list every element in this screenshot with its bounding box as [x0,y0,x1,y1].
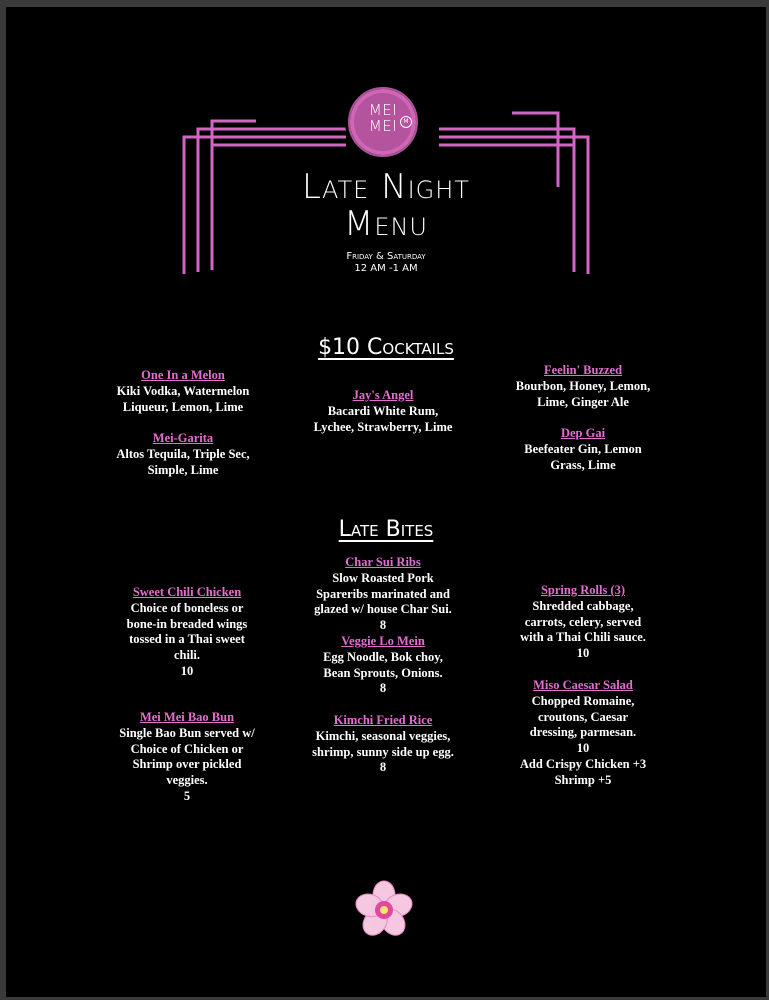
item-description: Kiki Vodka, Watermelon Liqueur, Lemon, Lime [116,383,250,414]
menu-item [488,583,678,662]
menu-item [488,678,678,789]
schedule-days: Friday & Saturday [346,251,426,262]
item-name: Jay's Angel [352,388,414,402]
item-description: Egg Noodle, Bok choy, Bean Sprouts, Onions. 8 [323,649,443,696]
menu-item [92,710,282,805]
item-description: Single Bao Bun served w/ Choice of Chicken or Shrimp over pickled veggies. 5 [119,725,255,803]
schedule-hours: 12 AM -1 AM [354,263,418,274]
item-name: Feelin' Buzzed [543,363,623,377]
menu-item [288,555,478,634]
item-description: Choice of boneless or bone-in breaded wings tossed in a Thai sweet chili. 10 [126,600,248,678]
menu-item [92,585,282,680]
menu-item [88,431,278,478]
item-description: Bourbon, Honey, Lemon, Lime, Ginger Ale [515,378,651,409]
item-name: One In a Melon [141,368,225,382]
mei-mei-logo [348,87,418,157]
item-description: Bacardi White Rum, Lychee, Strawberry, Lime [313,403,453,434]
item-name: Mei-Garita [152,431,214,445]
title-line-1: Late Night [302,167,470,207]
menu-item [288,388,478,435]
item-description: Shredded cabbage, carrots, celery, served with a Thai Chili sauce. 10 [520,598,646,661]
flower-icon [353,879,415,941]
title-line-2: Menu [343,204,429,244]
item-name: Sweet Chili Chicken [132,585,242,599]
item-name: Char Sui Ribs [345,555,421,569]
item-description: Slow Roasted Pork Spareribs marinated and glazed w/ house Char Sui. 8 [314,570,452,633]
menu-item [88,368,278,415]
menu-item [488,426,678,473]
item-description: Kimchi, seasonal veggies, shrimp, sunny side up egg. 8 [312,728,454,775]
item-name: Veggie Lo Mein [341,634,425,648]
logo-line-2: MEI [368,117,398,135]
item-name: Miso Caesar Salad [533,678,633,692]
item-description: Beefeater Gin, Lemon Grass, Lime [524,441,642,472]
menu-item [488,363,678,410]
bites-heading: Late Bites [338,517,434,542]
menu-item [288,713,478,776]
art-deco-frame [6,7,766,307]
cocktails-heading: $10 Cocktails [318,335,454,360]
item-name: Spring Rolls (3) [540,583,626,597]
logo-mark-icon: M [400,116,412,128]
item-name: Kimchi Fried Rice [333,713,433,727]
menu-item [288,634,478,697]
item-description: Chopped Romaine, croutons, Caesar dressing, parmesan. 10 Add Crispy Chicken +3 Shrimp +5 [519,693,647,787]
item-name: Mei Mei Bao Bun [139,710,235,724]
item-name: Dep Gai [560,426,606,440]
logo-line-1: MEI [368,101,398,119]
menu-page [6,7,766,997]
item-description: Altos Tequila, Triple Sec, Simple, Lime [116,446,250,477]
